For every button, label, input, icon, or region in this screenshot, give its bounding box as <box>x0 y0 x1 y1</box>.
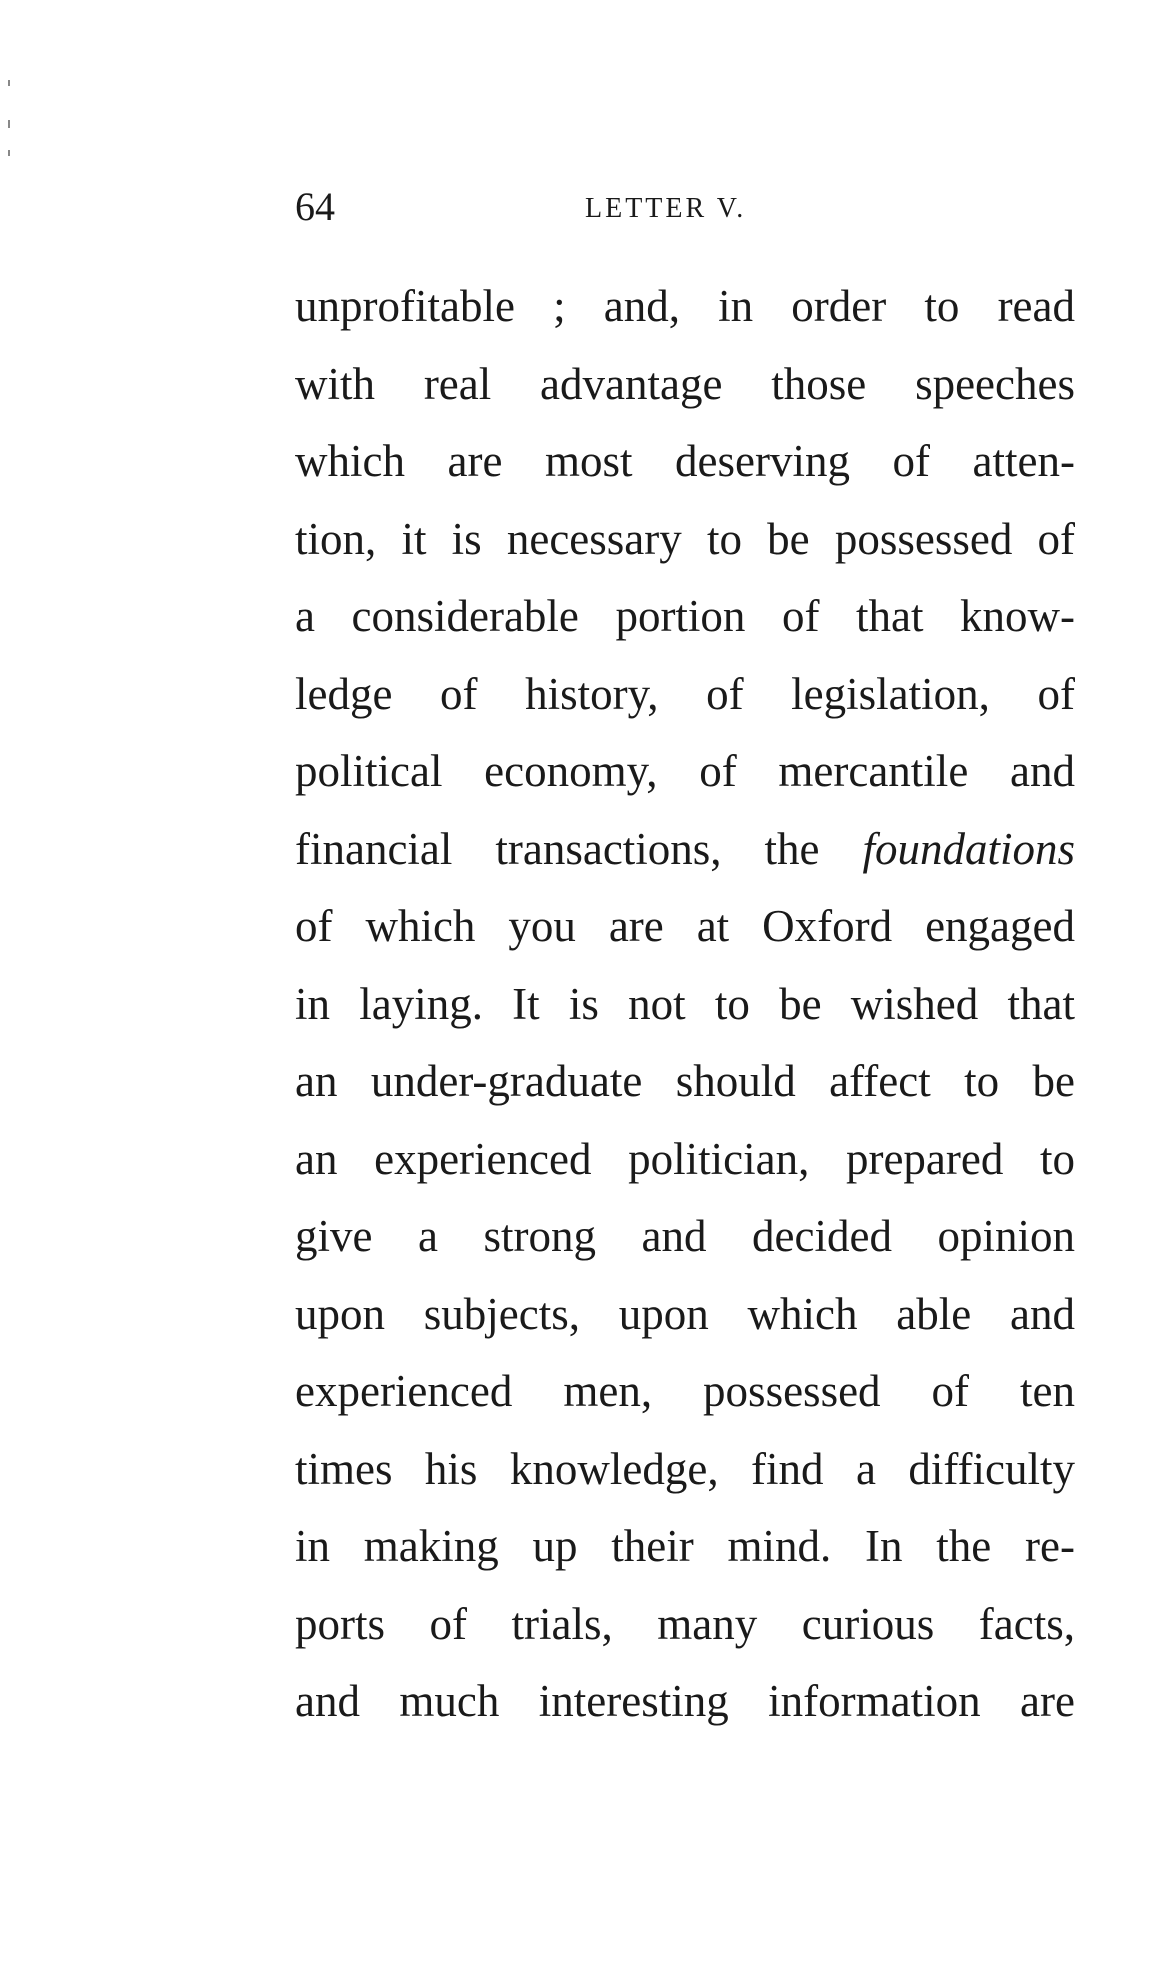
text-line: a considerable portion of that know- <box>295 591 1075 641</box>
text-line: in laying. It is not to be wished that <box>295 978 1075 1029</box>
text-line: which are most deserving of atten- <box>295 436 1075 486</box>
text-line-with-italic <box>295 811 1075 889</box>
text-line: in making up their mind. In the re- <box>295 1521 1075 1571</box>
running-head <box>295 183 1075 231</box>
text-line: and much interesting information are <box>295 1676 1075 1726</box>
text-line: unprofitable ; and, in order to read <box>295 281 1075 331</box>
text-line: tion, it is necessary to be possessed of <box>295 513 1075 564</box>
page-number: 64 <box>295 184 335 229</box>
italic-word: foundations <box>862 823 1076 874</box>
text-line: ports of trials, many curious facts, <box>295 1598 1075 1649</box>
text-line: political economy, of mercantile and <box>295 746 1075 796</box>
text-line: experienced men, possessed of ten <box>295 1366 1075 1416</box>
body-text <box>295 268 1075 1741</box>
text-line: an experienced politician, prepared to <box>295 1133 1075 1184</box>
text-line: of which you are at Oxford engaged <box>295 901 1075 951</box>
text-segment: financial transactions, the <box>295 823 820 874</box>
running-title: LETTER V. <box>585 193 747 224</box>
text-line: an under-graduate should affect to be <box>295 1056 1075 1106</box>
text-line: with real advantage those speeches <box>295 358 1075 409</box>
text-line: times his knowledge, find a difficulty <box>295 1443 1075 1494</box>
text-line: upon subjects, upon which able and <box>295 1288 1075 1339</box>
text-line: give a strong and decided opinion <box>295 1211 1075 1261</box>
margin-scan-marks <box>4 80 14 170</box>
text-line: ledge of history, of legislation, of <box>295 668 1075 719</box>
